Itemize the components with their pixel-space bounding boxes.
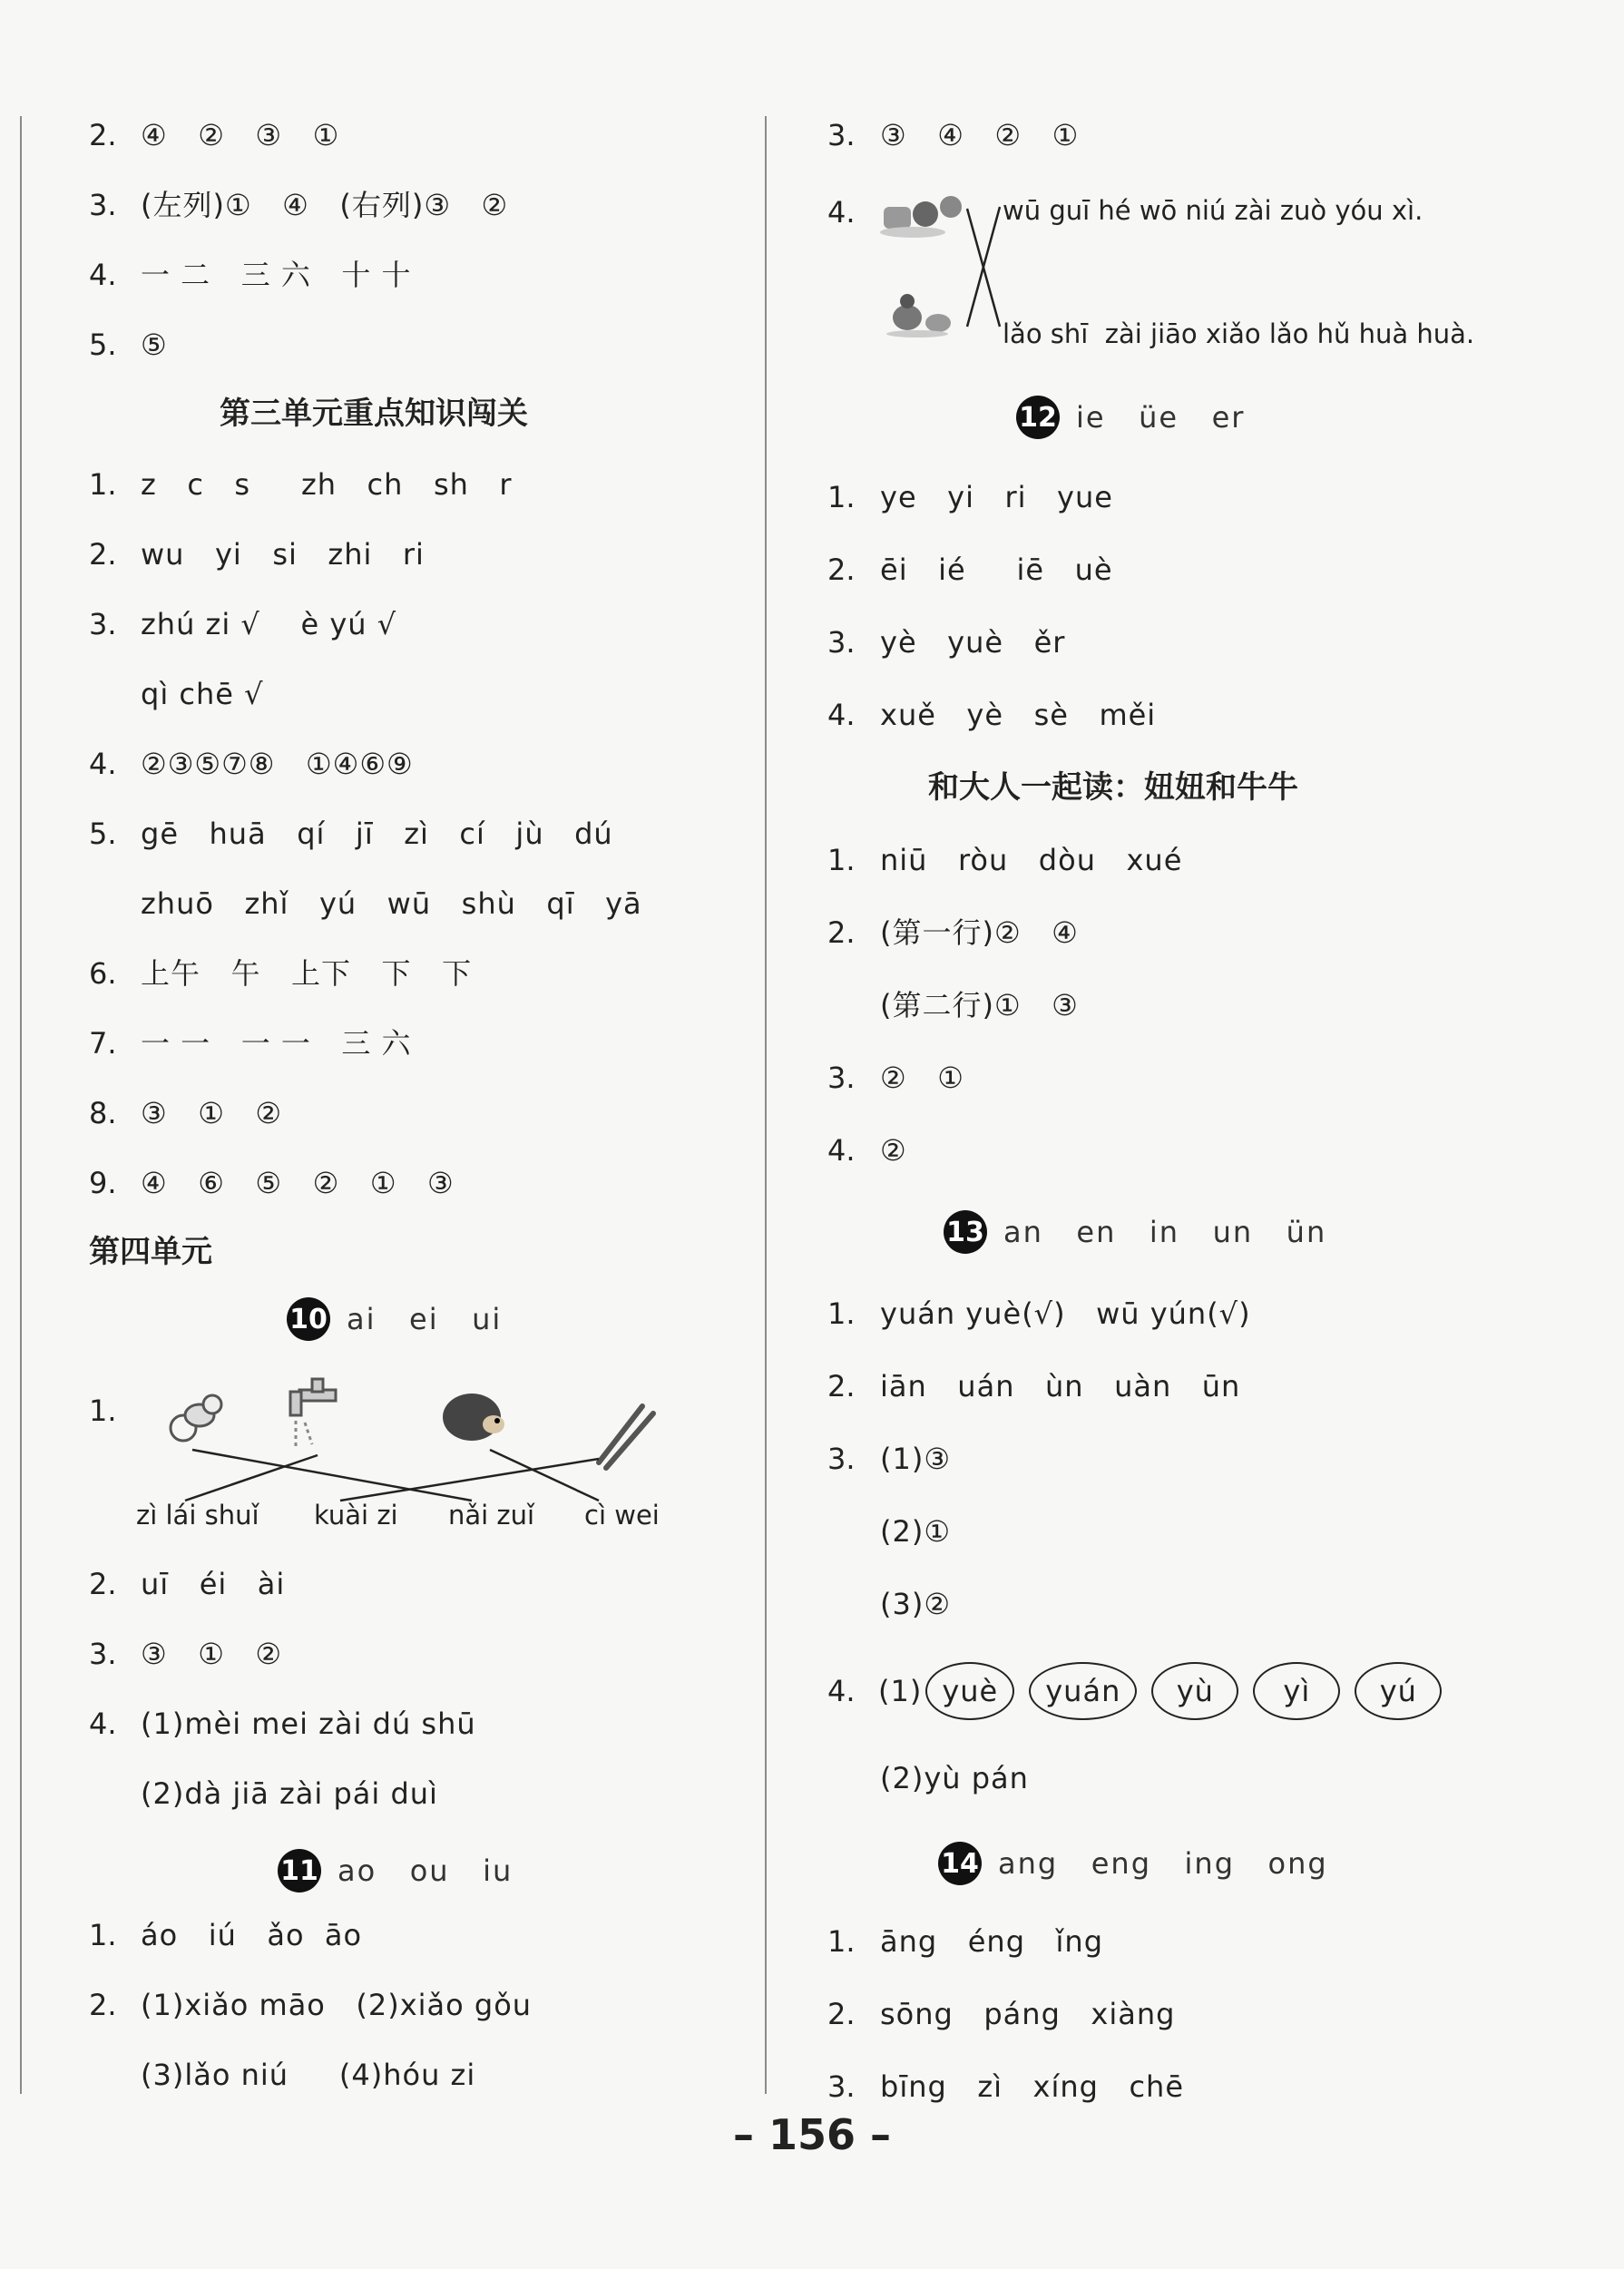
answer-number: 2. [89, 537, 117, 572]
answer-text: ye yi ri yue [880, 480, 1113, 514]
pinyin-oval: yú [1355, 1662, 1442, 1720]
lesson-12-header [1016, 396, 1245, 439]
q4-sentence-2: lǎo shī zài jiāo xiǎo lǎo hǔ huà huà. [1003, 318, 1475, 349]
pinyin-oval: yù [1151, 1662, 1238, 1720]
answer-text: zhú zi √ è yú √ [141, 607, 397, 641]
oval-prefix: (1) [878, 1674, 923, 1708]
answer-text: gē huā qí jī zì cí jù dú [141, 817, 613, 851]
answer-number: 2. [89, 118, 117, 152]
answer-number: 4. [89, 747, 117, 781]
hedgehog-icon [443, 1394, 504, 1441]
answer-text: ② ① [880, 1061, 964, 1095]
answer-number: 3. [827, 118, 856, 152]
pacifier-icon [171, 1395, 221, 1441]
answer-text: qì chē √ [141, 677, 264, 711]
answer-number: 5. [89, 817, 117, 851]
answer-number: 4. [827, 195, 856, 230]
chopsticks-icon [599, 1406, 653, 1468]
lesson-14-header [938, 1842, 1328, 1885]
answer-text: āng éng ǐng [880, 1924, 1103, 1959]
lesson-10-header [287, 1297, 502, 1341]
answer-number: 1. [89, 1918, 117, 1952]
matching-lines [185, 1450, 599, 1501]
answer-number: 3. [827, 625, 856, 660]
pinyin-oval: yuè [925, 1662, 1014, 1720]
lesson-number-badge: 13 [944, 1210, 987, 1254]
answer-number: 2. [827, 1369, 856, 1403]
answer-number: 7. [89, 1026, 117, 1061]
match-label-pacifier: nǎi zuǐ [448, 1500, 535, 1531]
lesson-title: ao ou iu [338, 1853, 514, 1888]
answer-text: yuán yuè(√) wū yún(√) [880, 1296, 1251, 1331]
match-label-faucet: zì lái shuǐ [136, 1500, 259, 1531]
lesson-13-header [944, 1210, 1326, 1254]
answer-text: ③ ① ② [141, 1637, 283, 1671]
lesson-number-badge: 12 [1016, 396, 1060, 439]
reading-section-title: 和大人一起读：妞妞和牛牛 [928, 769, 1298, 806]
faucet-icon [290, 1379, 336, 1446]
answer-text: ēi ié iē uè [880, 553, 1113, 587]
answer-number: 4. [89, 1707, 117, 1741]
lesson-11-header [278, 1849, 513, 1892]
q4-sentence-1: wū guī hé wō niú zài zuò yóu xì. [1003, 195, 1423, 226]
answer-text: (3)lǎo niú (4)hóu zi [141, 2058, 476, 2092]
unit3-section-title: 第三单元重点知识闯关 [220, 396, 528, 432]
answer-text: (第二行)① ③ [880, 988, 1079, 1022]
answer-number: 2. [89, 1988, 117, 2022]
answer-number: 3. [827, 2069, 856, 2104]
answer-text: 一 二 三 六 十 十 [141, 258, 412, 292]
answer-text: (2)① [880, 1514, 952, 1549]
answer-number: 3. [827, 1442, 856, 1476]
unit4-section-title: 第四单元 [89, 1234, 212, 1270]
lesson-title: an en in un ün [1003, 1215, 1327, 1249]
lesson-title: ai ei ui [347, 1302, 503, 1336]
answer-number: 1. [827, 1924, 856, 1959]
match-label-chopsticks: kuài zi [314, 1500, 398, 1531]
answer-number: 5. [89, 328, 117, 362]
answer-number: 1. [827, 480, 856, 514]
match-label-hedgehog: cì wei [584, 1500, 660, 1531]
lesson-number-badge: 11 [278, 1849, 321, 1892]
answer-number: 3. [89, 188, 117, 222]
lesson-title: ang eng ing ong [998, 1846, 1328, 1881]
answer-text: (2)dà jiā zài pái duì [141, 1776, 438, 1811]
pinyin-oval: yuán [1029, 1662, 1137, 1720]
answer-text: (1)xiǎo māo (2)xiǎo gǒu [141, 1988, 533, 2022]
answer-text: ② [880, 1133, 907, 1168]
answer-number: 2. [827, 553, 856, 587]
answer-number: 8. [89, 1096, 117, 1130]
answer-text: (第一行)② ④ [880, 915, 1079, 950]
answer-text: 一 一 一 一 三 六 [141, 1026, 412, 1061]
answer-text: (1)③ [880, 1442, 952, 1476]
answer-text: ⑤ [141, 328, 168, 362]
answer-text: ③ ① ② [141, 1096, 283, 1130]
answer-number: 3. [827, 1061, 856, 1095]
answer-number: 3. [89, 607, 117, 641]
answer-text: uī éi ài [141, 1567, 286, 1601]
q4-matching-diagram [876, 181, 1003, 345]
answer-text: ④ ② ③ ① [141, 118, 340, 152]
answer-text: ②③⑤⑦⑧ ①④⑥⑨ [141, 747, 414, 781]
answer-text: bīng zì xíng chē [880, 2069, 1185, 2104]
lesson-number-badge: 14 [938, 1842, 982, 1885]
answer-number: 1. [827, 1296, 856, 1331]
answer-text: iān uán ùn uàn ūn [880, 1369, 1241, 1403]
answer-number: 3. [89, 1637, 117, 1671]
answer-text: 上午 午 上下 下 下 [141, 956, 473, 991]
answer-text: niū ròu dòu xué [880, 843, 1183, 877]
crossing-lines [967, 207, 1000, 327]
answer-text: z c s zh ch sh r [141, 467, 513, 502]
answer-number: 4. [827, 1133, 856, 1168]
answer-text: (左列)① ④ (右列)③ ② [141, 188, 509, 222]
answer-number: 2. [827, 915, 856, 950]
answer-number: 9. [89, 1166, 117, 1200]
answer-text: wu yi si zhi ri [141, 537, 425, 572]
answer-text: (3)② [880, 1587, 952, 1621]
pinyin-oval: yì [1253, 1662, 1340, 1720]
oval-row [878, 1662, 1456, 1720]
answer-number: 2. [827, 1997, 856, 2031]
answer-text: sōng páng xiàng [880, 1997, 1176, 2031]
answer-text: xuě yè sè měi [880, 698, 1157, 732]
answer-text: áo iú ǎo āo [141, 1918, 363, 1952]
answer-number: 4. [827, 698, 856, 732]
answer-number: 1. [89, 467, 117, 502]
answer-text: zhuō zhǐ yú wū shù qī yā [141, 886, 642, 921]
answer-number: 1. [89, 1394, 117, 1428]
answer-number: 6. [89, 956, 117, 991]
page-number: – 156 – [732, 2110, 892, 2159]
left-margin-rule [20, 116, 22, 2094]
center-divider-rule [765, 116, 767, 2094]
answer-text: ③ ④ ② ① [880, 118, 1080, 152]
turtle-snail-icon [880, 196, 962, 238]
lesson-title: ie üe er [1076, 400, 1246, 435]
answer-text: ④ ⑥ ⑤ ② ① ③ [141, 1166, 455, 1200]
teacher-tiger-icon [886, 294, 951, 337]
answer-text: (1)mèi mei zài dú shū [141, 1707, 476, 1741]
answer-number: 4. [89, 258, 117, 292]
answer-number: 1. [827, 843, 856, 877]
lesson-number-badge: 10 [287, 1297, 330, 1341]
answer-number: 2. [89, 1567, 117, 1601]
answer-text: (2)yù pán [880, 1761, 1029, 1795]
answer-number: 4. [827, 1674, 856, 1708]
answer-text: yè yuè ěr [880, 625, 1066, 660]
